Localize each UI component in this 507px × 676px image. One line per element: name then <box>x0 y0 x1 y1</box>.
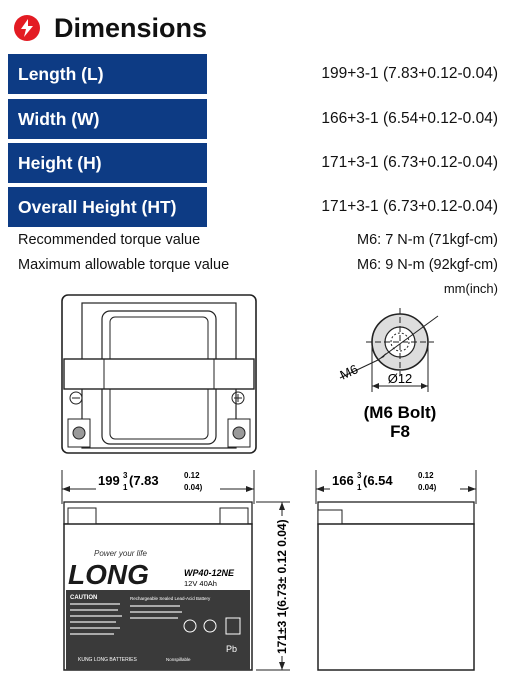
length-inch-tolerance-bottom: 0.04) <box>184 483 203 492</box>
length-tolerance-bottom: 1 <box>123 483 128 492</box>
nonspillable-label: Nonspillable <box>166 657 191 662</box>
width-tolerance-top: 3 <box>357 471 362 480</box>
battery-front-view <box>58 464 304 676</box>
bolt-name: (M6 Bolt) <box>363 403 437 422</box>
width-inch-tolerance-bottom: 0.04) <box>418 483 437 492</box>
battery-maker: KUNG LONG BATTERIES <box>78 657 137 663</box>
length-tolerance-top: 3 <box>123 471 128 480</box>
lead-symbol: Pb <box>226 644 238 654</box>
caution-heading: CAUTION <box>70 595 98 601</box>
length-dimension-inch: (7.83 <box>129 473 159 488</box>
dimension-label: Width (W) <box>8 99 207 139</box>
torque-label-maximum: Maximum allowable torque value <box>18 257 230 273</box>
dimension-value: 166+3-1 (6.54+0.12-0.04) <box>321 110 498 127</box>
battery-model: WP40-12NE <box>184 568 235 578</box>
dimension-value: 199+3-1 (7.83+0.12-0.04) <box>321 65 498 82</box>
dimension-row-length <box>8 54 498 94</box>
dimension-label: Height (H) <box>8 143 207 183</box>
dimension-value: 171+3-1 (6.73+0.12-0.04) <box>321 198 498 215</box>
bolt-thread-label: M6 <box>337 361 361 383</box>
torque-value-recommended: M6: 7 N-m (71kgf-cm) <box>357 232 498 248</box>
torque-label-recommended: Recommended torque value <box>18 232 201 248</box>
dimension-label: Length (L) <box>8 54 207 94</box>
battery-description: Rechargeable Sealed Lead-Acid Battery <box>130 596 211 601</box>
torque-value-maximum: M6: 9 N-m (92kgf-cm) <box>357 257 498 273</box>
width-tolerance-bottom: 1 <box>357 483 362 492</box>
length-dimension-main: 199 <box>98 473 120 488</box>
dimension-label: Overall Height (HT) <box>8 187 207 227</box>
battery-side-view <box>312 464 502 676</box>
lightning-bolt-icon <box>14 15 40 41</box>
bolt-code: F8 <box>390 422 410 441</box>
width-inch-tolerance-top: 0.12 <box>418 471 434 480</box>
battery-brand: LONG <box>68 559 149 590</box>
bolt-diameter-label: Ø12 <box>387 371 413 386</box>
dimension-row-overall-height <box>8 187 498 227</box>
dimension-value: 171+3-1 (6.73+0.12-0.04) <box>321 154 498 171</box>
unit-label: mm(inch) <box>443 281 498 296</box>
page-header <box>14 10 207 46</box>
width-dimension-main: 166 <box>332 473 354 488</box>
dimension-row-width <box>8 99 498 139</box>
battery-top-view <box>60 293 258 455</box>
bolt-terminal-diagram <box>330 300 470 445</box>
page-title: Dimensions <box>54 12 208 43</box>
battery-tagline: Power your life <box>94 549 147 558</box>
width-dimension-inch: (6.54 <box>363 473 393 488</box>
battery-rating: 12V 40Ah <box>184 579 217 588</box>
length-inch-tolerance-top: 0.12 <box>184 471 200 480</box>
dimension-row-height <box>8 143 498 183</box>
height-dimension: 171±3 1(6.73± 0.12 0.04) <box>275 519 289 654</box>
